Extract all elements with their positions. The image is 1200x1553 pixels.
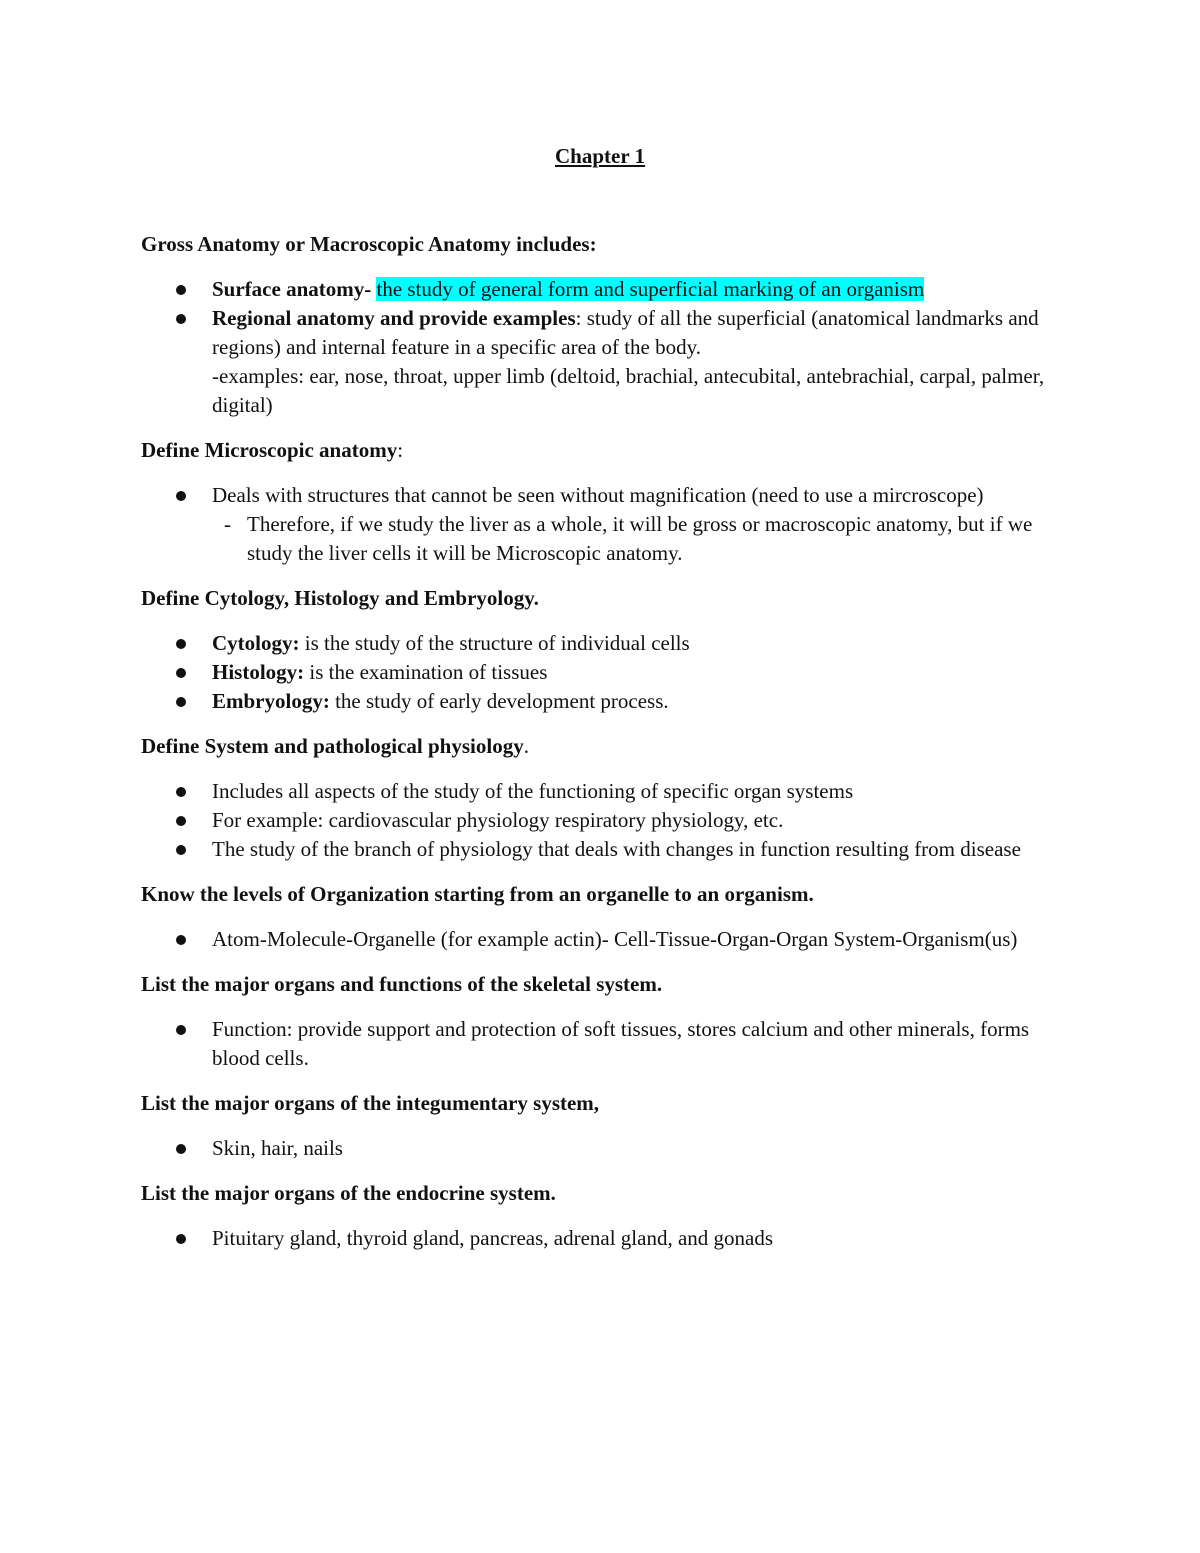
- section-heading: Know the levels of Organization starting from an organelle to an organism.: [141, 882, 814, 906]
- section-heading: Define Microscopic anatomy:: [141, 438, 404, 462]
- list-item: Cytology: is the study of the structure of individual cells: [141, 629, 1061, 658]
- bullet-list: [141, 925, 1061, 954]
- list-item: Histology: is the examination of tissues: [141, 658, 1061, 687]
- bullet-list: [141, 1134, 1061, 1163]
- dash-icon: -: [224, 512, 231, 536]
- bullet-list: [141, 275, 1061, 420]
- list-item: [141, 304, 1061, 420]
- term: Surface anatomy-: [212, 277, 372, 301]
- list-item: Deals with structures that cannot be seen without magnification (need to use a mircroscope): [141, 481, 1061, 510]
- bullet-list: [141, 1224, 1061, 1253]
- bullet-icon: [176, 285, 186, 295]
- bullet-list: [141, 481, 1061, 568]
- list-item: Includes all aspects of the study of the functioning of specific organ systems: [141, 777, 1061, 806]
- list-item: Function: provide support and protection of soft tissues, stores calcium and other minerals, forms blood cells.: [141, 1015, 1061, 1073]
- bullet-icon: [176, 639, 186, 649]
- bullet-icon: [176, 314, 186, 324]
- bullet-list: [141, 1015, 1061, 1073]
- bullet-icon: [176, 787, 186, 797]
- examples-text: -examples: ear, nose, throat, upper limb (deltoid, brachial, antecubital, antebrachial, carpal, palmer, digital): [212, 364, 1045, 417]
- term: Regional anatomy and provide examples: [212, 306, 576, 330]
- bullet-icon: [176, 668, 186, 678]
- list-item: The study of the branch of physiology that deals with changes in function resulting from disease: [141, 835, 1061, 864]
- definition: : study of all the superficial (anatomical landmarks and regions) and internal feature in a specific area of the body.: [212, 306, 1039, 359]
- list-item: Pituitary gland, thyroid gland, pancreas, adrenal gland, and gonads: [141, 1224, 1061, 1253]
- bullet-icon: [176, 697, 186, 707]
- highlighted-text: the study of general form and superficial marking of an organism: [376, 277, 925, 301]
- section-heading: List the major organs of the endocrine system.: [141, 1181, 556, 1205]
- bullet-icon: [176, 1234, 186, 1244]
- page-title: Chapter 1: [554, 144, 646, 168]
- section-heading: List the major organs and functions of the skeletal system.: [141, 972, 663, 996]
- section-heading: Define Cytology, Histology and Embryology.: [141, 586, 539, 610]
- bullet-icon: [176, 935, 186, 945]
- section-heading: Gross Anatomy or Macroscopic Anatomy includes:: [141, 232, 597, 256]
- section-heading: Define System and pathological physiology.: [141, 734, 529, 758]
- bullet-icon: [176, 1025, 186, 1035]
- list-item: [141, 275, 1061, 304]
- bullet-list: [141, 629, 1061, 716]
- list-item: Atom-Molecule-Organelle (for example actin)- Cell-Tissue-Organ-Organ System-Organism(us): [141, 925, 1061, 954]
- list-item: Skin, hair, nails: [141, 1134, 1061, 1163]
- document-page: [141, 142, 1061, 1269]
- bullet-icon: [176, 1144, 186, 1154]
- bullet-icon: [176, 491, 186, 501]
- section-heading: List the major organs of the integumentary system,: [141, 1091, 600, 1115]
- bullet-icon: [176, 845, 186, 855]
- bullet-list: [141, 777, 1061, 864]
- list-item: For example: cardiovascular physiology respiratory physiology, etc.: [141, 806, 1061, 835]
- bullet-icon: [176, 816, 186, 826]
- list-item: Embryology: the study of early development process.: [141, 687, 1061, 716]
- sub-list-item: - Therefore, if we study the liver as a whole, it will be gross or macroscopic anatomy, but if we study the liver cells it will be Microscopic anatomy.: [224, 512, 1033, 565]
